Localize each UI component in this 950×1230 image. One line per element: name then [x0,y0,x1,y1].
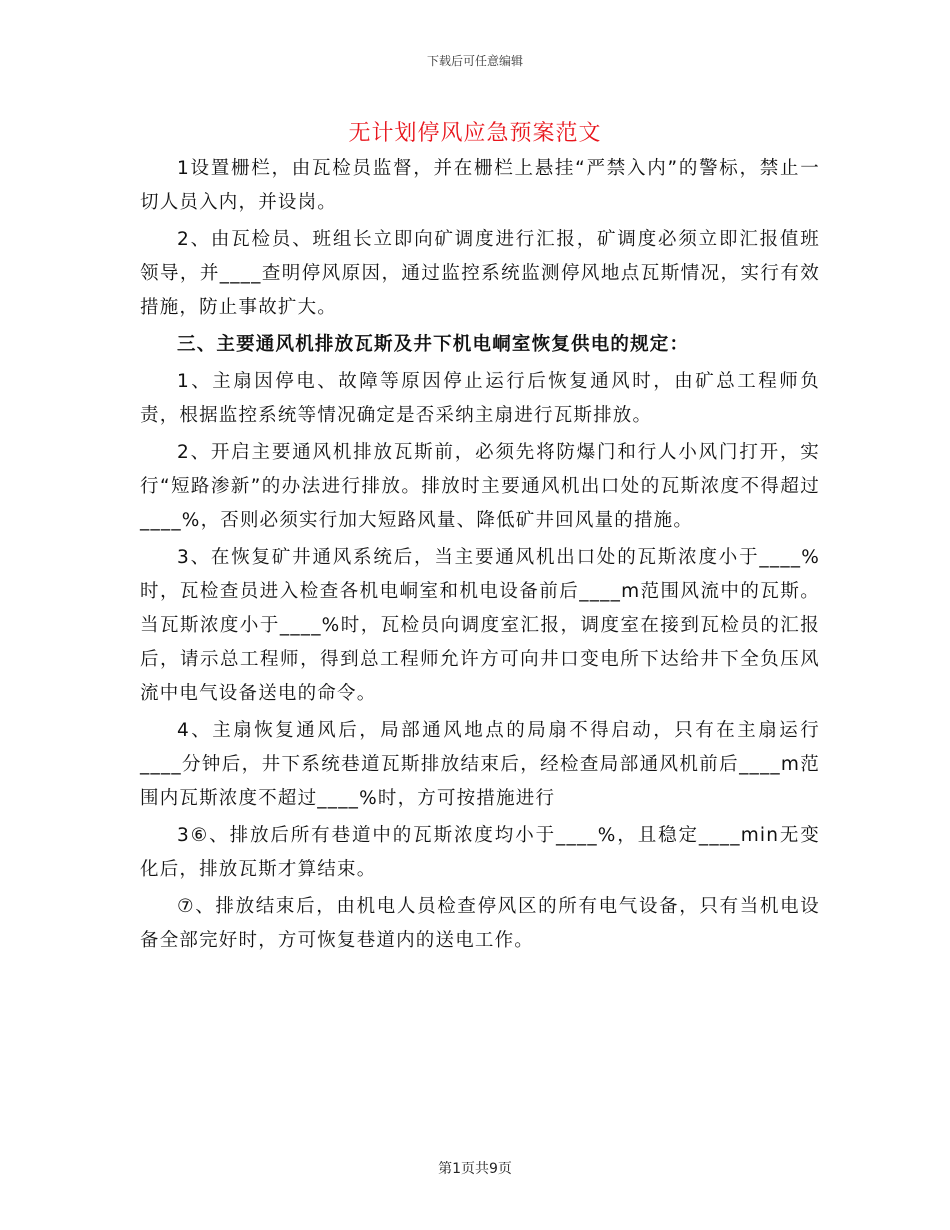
paragraph-power-restore: ⑦、排放结束后，由机电人员检查停风区的所有电气设备，只有当机电设备全部完好时，方可恢复巷道内的送电工作。 [140,896,820,951]
section-heading: 三、主要通风机排放瓦斯及井下机电峒室恢复供电的规定： [177,334,690,355]
paragraph-barrier: 1设置栅栏，由瓦检员监督，并在栅栏上悬挂“严禁入内”的警标，禁止一切人员入内，并设岗。 [140,158,820,213]
document-title: 无计划停风应急预案范文 [348,121,602,146]
paragraph-local-fan: 4、主扇恢复通风后，局部通风地点的局扇不得启动，只有在主扇运行____分钟后，井下系统巷道瓦斯排放结束后，经检查局部通风机前后____m范围内瓦斯浓度不超过____%时，方可按措施进行 [140,720,820,809]
page-number: 第1页共9页 [438,1161,512,1177]
paragraph-main-fan: 1、主扇因停电、故障等原因停止运行后恢复通风时，由矿总工程师负责，根据监控系统等情况确定是否采纳主扇进行瓦斯排放。 [140,371,820,426]
paragraph-discharge-end: 3⑥、排放后所有巷道中的瓦斯浓度均小于____%，且稳定____min无变化后，排放瓦斯才算结束。 [140,825,820,880]
paragraph-restore-ventilation: 3、在恢复矿井通风系统后，当主要通风机出口处的瓦斯浓度小于____%时，瓦检查员进入检查各机电峒室和机电设备前后____m范围风流中的瓦斯。当瓦斯浓度小于____%时，瓦检员向调度室汇报，调度室在接到瓦检员的汇报后，请示总工程师，得到总工程师允许方可向井口变电所下达给井下全负压风流中电气设备送电的命令。 [140,547,820,704]
paragraph-open-fan: 2、开启主要通风机排放瓦斯前，必须先将防爆门和行人小风门打开，实行“短路渗新”的办法进行排放。排放时主要通风机出口处的瓦斯浓度不得超过____%，否则必须实行加大短路风量、降低矿井回风量的措施。 [140,442,820,531]
document-body [140,152,820,961]
paragraph-report: 2、由瓦检员、班组长立即向矿调度进行汇报，矿调度必须立即汇报值班领导，并____查明停风原因，通过监控系统监测停风地点瓦斯情况，实行有效措施，防止事故扩大。 [140,229,820,318]
page-header-note: 下载后可任意编辑 [426,54,523,68]
